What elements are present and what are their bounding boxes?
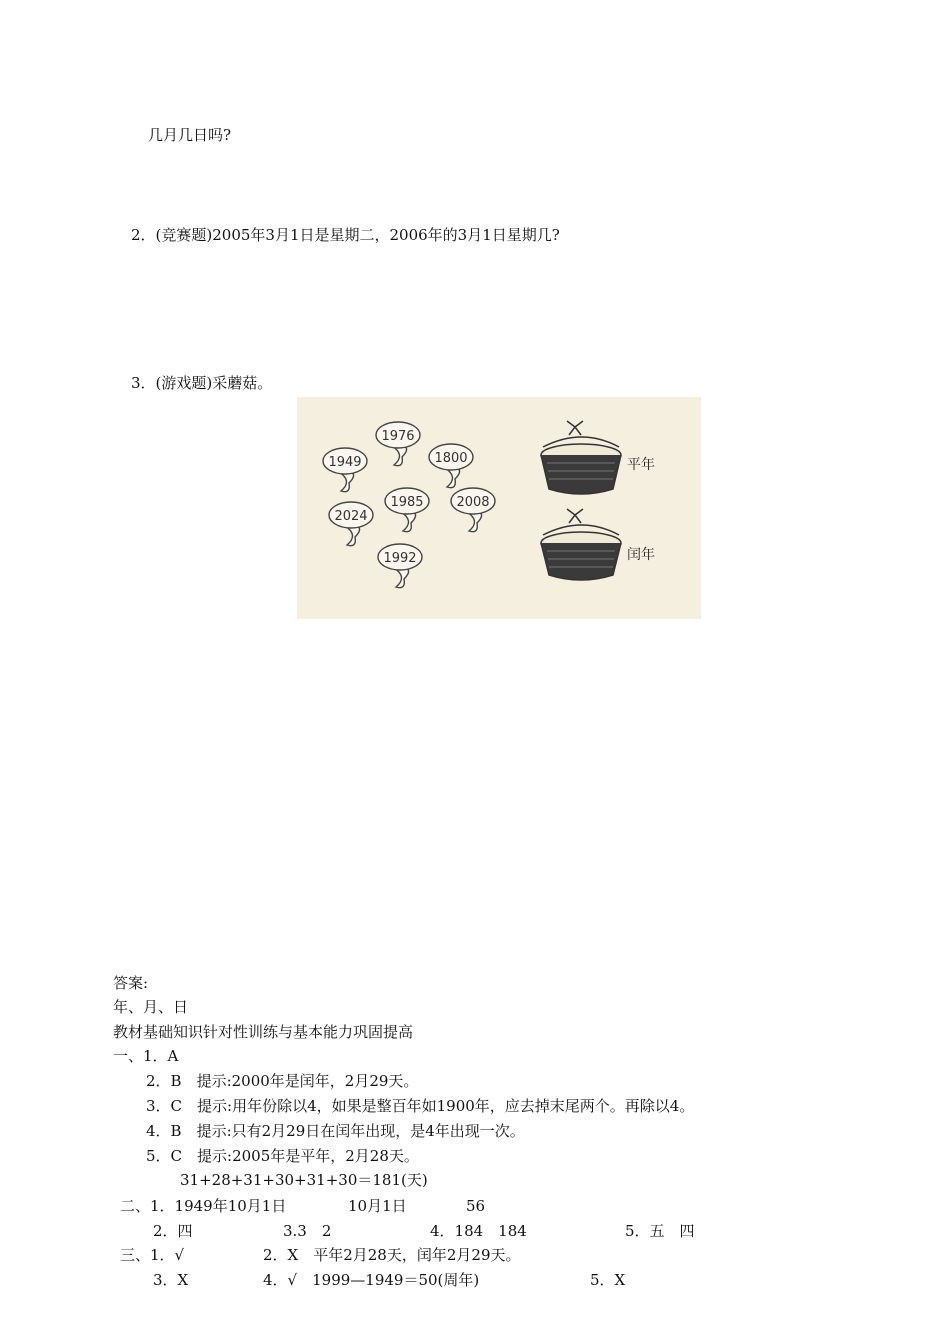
mushroom-icon bbox=[378, 544, 422, 588]
answer-2-1b: 10月1日 bbox=[348, 1197, 407, 1215]
answer-3-1: 三、1．√ bbox=[120, 1246, 185, 1264]
question-2: 2．(竞赛题)2005年3月1日是星期二，2006年的3月1日星期几? bbox=[131, 226, 560, 244]
question-3: 3．(游戏题)采蘑菇。 bbox=[131, 374, 273, 392]
basket-label-common-year: 平年 bbox=[627, 457, 655, 473]
mushroom-year-label: 2008 bbox=[456, 495, 490, 510]
mushroom-year-label: 2024 bbox=[334, 509, 368, 524]
answers-title: 年、月、日 bbox=[113, 998, 189, 1016]
answer-3-5: 5．X bbox=[590, 1271, 626, 1289]
mushroom-year-label: 1976 bbox=[381, 429, 415, 444]
mushroom-year-label: 1800 bbox=[434, 451, 468, 466]
mushroom-icon bbox=[429, 444, 473, 488]
mushroom-year-label: 1949 bbox=[328, 455, 362, 470]
answer-2-3: 3.3 2 bbox=[283, 1222, 332, 1240]
answer-1-3: 3．C 提示:用年份除以4，如果是整百年如1900年，应去掉末尾两个。再除以4。 bbox=[146, 1097, 695, 1115]
mushroom-icon bbox=[451, 488, 495, 532]
basket-icon bbox=[541, 421, 621, 494]
mushroom-baskets-illustration bbox=[297, 397, 701, 619]
answers-heading: 答案: bbox=[113, 974, 149, 992]
mushroom-game-figure bbox=[297, 397, 701, 619]
mushroom-year-label: 1985 bbox=[390, 495, 424, 510]
answer-3-3: 3．X bbox=[153, 1271, 189, 1289]
mushroom-icon bbox=[323, 448, 367, 492]
mushroom-year-label: 1992 bbox=[383, 551, 417, 566]
mushroom-icon bbox=[385, 488, 429, 532]
answer-2-5: 5．五 四 bbox=[625, 1222, 695, 1240]
answer-1-4: 4．B 提示:只有2月29日在闰年出现，是4年出现一次。 bbox=[146, 1122, 525, 1140]
answer-1-5-calc: 31+28+31+30+31+30＝181(天) bbox=[180, 1171, 428, 1189]
answer-3-4: 4．√ 1999—1949＝50(周年) bbox=[263, 1271, 480, 1289]
mushroom-icon bbox=[329, 502, 373, 546]
basket-icon bbox=[541, 509, 621, 580]
answer-1-1: 一、1．A bbox=[113, 1047, 179, 1065]
basket-label-leap-year: 闰年 bbox=[627, 547, 655, 563]
answer-2-2: 2．四 bbox=[153, 1222, 193, 1240]
answer-2-1a: 二、1．1949年10月1日 bbox=[120, 1197, 287, 1215]
mushroom-icon bbox=[376, 422, 420, 466]
answer-2-4: 4．184 184 bbox=[430, 1222, 527, 1240]
answer-2-1c: 56 bbox=[466, 1197, 486, 1215]
question-1-tail: 几月几日吗? bbox=[148, 126, 232, 144]
answers-subtitle: 教材基础知识针对性训练与基本能力巩固提高 bbox=[113, 1023, 414, 1041]
answer-1-5: 5．C 提示:2005年是平年，2月28天。 bbox=[146, 1147, 419, 1165]
answer-1-2: 2．B 提示:2000年是闰年，2月29天。 bbox=[146, 1072, 419, 1090]
answer-3-2: 2．X 平年2月28天，闰年2月29天。 bbox=[263, 1246, 521, 1264]
